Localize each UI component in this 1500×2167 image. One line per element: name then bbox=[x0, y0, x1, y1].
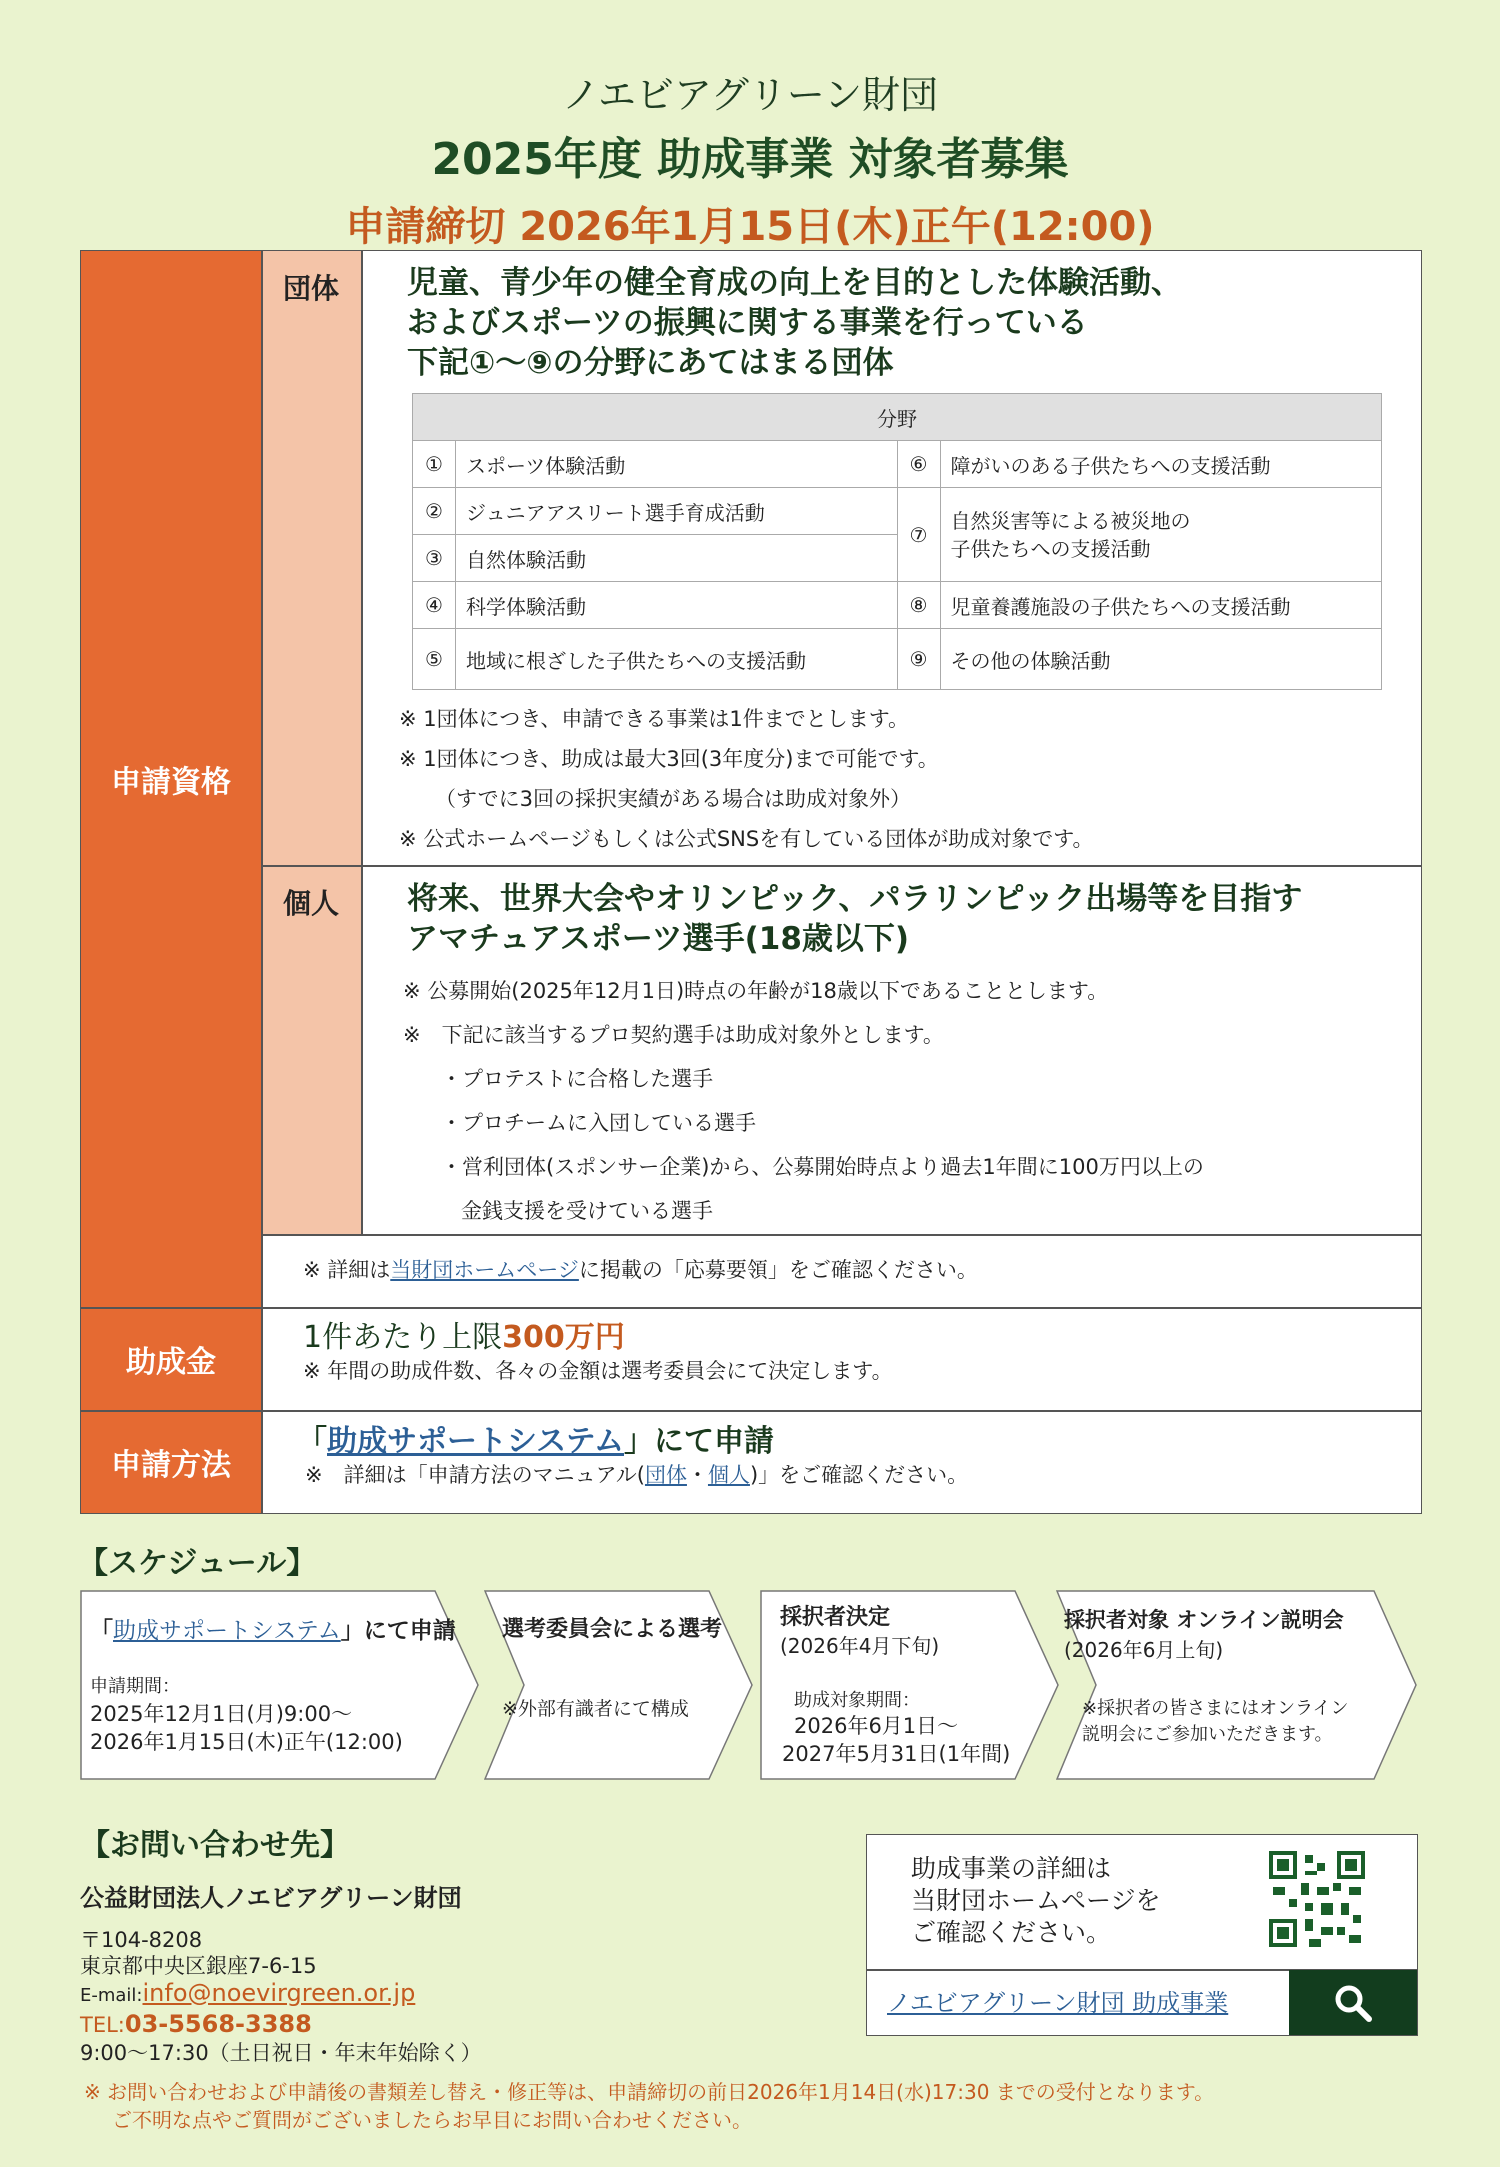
info-box bbox=[866, 1834, 1418, 2036]
step-period-line: 2026年6月1日～ bbox=[794, 1714, 959, 1738]
fields-table bbox=[412, 393, 1382, 690]
step-note: ※外部有識者にて構成 bbox=[502, 1698, 689, 1720]
field-num: ⑧ bbox=[897, 582, 940, 629]
manual-individual-link[interactable]: 個人 bbox=[707, 1463, 750, 1487]
email-link[interactable]: info@noevirgreen.or.jp bbox=[142, 1979, 416, 2007]
individual-note: ※ 下記に該当するプロ契約選手は助成対象外とします。 bbox=[403, 1023, 944, 1047]
field-num: ④ bbox=[413, 582, 456, 629]
contact-heading: 【お問い合わせ先】 bbox=[80, 1828, 350, 1863]
field-num: ⑤ bbox=[413, 629, 456, 690]
homepage-link[interactable]: 当財団ホームページ bbox=[390, 1258, 579, 1282]
method-note-post: )」をご確認ください。 bbox=[749, 1463, 969, 1487]
step-title: 採択者決定 bbox=[780, 1605, 891, 1630]
divider bbox=[261, 1234, 1421, 1236]
step-content bbox=[760, 1590, 1060, 1780]
schedule-step-3 bbox=[760, 1590, 1060, 1780]
contact-org: 公益財団法人ノエビアグリーン財団 bbox=[80, 1884, 462, 1912]
individual-description bbox=[407, 879, 1302, 959]
step-title-post: 」にて申請 bbox=[340, 1618, 456, 1644]
group-notes bbox=[399, 699, 1094, 859]
group-note: ※ 1団体につき、申請できる事業は1件までとします。 bbox=[399, 707, 910, 731]
page-title: 2025年度 助成事業 対象者募集 bbox=[431, 134, 1069, 185]
field-label-line: 子供たちへの支援活動 bbox=[950, 536, 1151, 561]
field-label: 児童養護施設の子供たちへの支援活動 bbox=[940, 582, 1382, 629]
footer-note bbox=[84, 2078, 1424, 2134]
step-title: 選考委員会による選考 bbox=[502, 1617, 723, 1642]
step-period bbox=[90, 1700, 403, 1756]
field-label-line: 自然災害等による被災地の bbox=[950, 508, 1191, 533]
dot: ・ bbox=[686, 1463, 708, 1487]
step-sub-label: 助成対象期間： bbox=[794, 1690, 920, 1711]
contact-hours: 9:00～17:30（土日祝日・年末年始除く） bbox=[80, 2041, 482, 2065]
schedule-heading: 【スケジュール】 bbox=[78, 1546, 317, 1581]
detail-pre: ※ 詳細は bbox=[303, 1258, 391, 1282]
field-num: ⑦ bbox=[897, 488, 940, 582]
fields-table-header: 分野 bbox=[413, 394, 1382, 441]
schedule-step-4 bbox=[1056, 1590, 1418, 1780]
group-desc-line: およびスポーツの振興に関する事業を行っている bbox=[407, 305, 1088, 341]
divider bbox=[81, 1307, 1421, 1309]
detail-post: に掲載の「応募要領」をご確認ください。 bbox=[578, 1258, 978, 1282]
schedule-step-2 bbox=[484, 1590, 754, 1780]
method-line bbox=[297, 1423, 968, 1461]
search-icon bbox=[1333, 1983, 1373, 2023]
field-num: ⑥ bbox=[897, 441, 940, 488]
step-sub-label: 申請期間： bbox=[90, 1676, 180, 1697]
individual-bullet: ・営利団体(スポンサー企業)から、公募開始時点より過去1年間に100万円以上の bbox=[441, 1155, 1204, 1179]
tel-label: TEL: bbox=[80, 2013, 125, 2037]
contact-tel-line bbox=[80, 2010, 840, 2039]
field-num: ③ bbox=[413, 535, 456, 582]
application-deadline: 申請締切 2026年1月15日(木)正午(12:00) bbox=[345, 204, 1155, 250]
individual-desc-line: アマチュアスポーツ選手(18歳以下) bbox=[407, 921, 910, 957]
individual-notes bbox=[403, 969, 1403, 1233]
divider bbox=[261, 251, 263, 1513]
detail-note bbox=[303, 1248, 978, 1292]
contact-address: 東京都中央区銀座7-6-15 bbox=[80, 1954, 317, 1978]
group-desc-line: 下記①～⑨の分野にあてはまる団体 bbox=[407, 345, 894, 381]
footer-note-line: ※ お問い合わせおよび申請後の書類差し替え・修正等は、申請締切の前日2026年1月14日(水)17:30 までの受付となります。 bbox=[84, 2080, 1215, 2104]
step-content bbox=[1056, 1590, 1418, 1780]
info-line: 当財団ホームページを bbox=[911, 1886, 1161, 1915]
field-num: ① bbox=[413, 441, 456, 488]
individual-desc-line: 将来、世界大会やオリンピック、パラリンピック出場等を目指す bbox=[407, 881, 1303, 917]
step-period-line: 2025年12月1日(月)9:00～ bbox=[90, 1702, 353, 1726]
method-note-pre: ※ 詳細は「申請方法のマニュアル( bbox=[305, 1463, 645, 1487]
field-label: 科学体験活動 bbox=[456, 582, 898, 629]
grant-pre: 1件あたり上限 bbox=[303, 1320, 503, 1355]
bracket: 「 bbox=[297, 1424, 327, 1459]
individual-bullet: ・プロチームに入団している選手 bbox=[441, 1111, 756, 1135]
foundation-name: ノエビアグリーン財団 bbox=[561, 73, 939, 117]
method-post: 」にて申請 bbox=[624, 1424, 774, 1459]
method-label: 申請方法 bbox=[81, 1411, 261, 1513]
schedule-step-1 bbox=[80, 1590, 480, 1780]
field-label: 障がいのある子供たちへの支援活動 bbox=[940, 441, 1382, 488]
grant-content bbox=[303, 1319, 893, 1385]
grant-note: ※ 年間の助成件数、各々の金額は選考委員会にて決定します。 bbox=[303, 1359, 893, 1383]
step-title bbox=[90, 1612, 456, 1645]
group-note: （すでに3回の採択実績がある場合は助成対象外） bbox=[435, 787, 911, 811]
group-note: ※ 1団体につき、助成は最大3回(3年度分)まで可能です。 bbox=[399, 747, 939, 771]
step-note-line: 説明会にご参加いただきます。 bbox=[1082, 1724, 1333, 1745]
grant-amount: 300万円 bbox=[502, 1320, 625, 1355]
step-support-system-link[interactable]: 助成サポートシステム bbox=[113, 1618, 341, 1644]
info-text bbox=[911, 1853, 1161, 1949]
bracket: 「 bbox=[90, 1618, 113, 1644]
tel-number: 03-5568-3388 bbox=[124, 2010, 312, 2038]
step-period-line: 2026年1月15日(木)正午(12:00) bbox=[90, 1730, 403, 1754]
support-system-link[interactable]: 助成サポートシステム bbox=[327, 1424, 624, 1459]
qr-code-icon[interactable] bbox=[1269, 1851, 1365, 1947]
individual-note: ※ 公募開始(2025年12月1日)時点の年齢が18歳以下であることとします。 bbox=[403, 979, 1109, 1003]
grant-label: 助成金 bbox=[81, 1308, 261, 1410]
field-label bbox=[940, 488, 1382, 582]
step-note-line: ※採択者の皆さまにはオンライン bbox=[1082, 1698, 1349, 1719]
field-num: ⑨ bbox=[897, 629, 940, 690]
divider bbox=[361, 251, 363, 1234]
field-label: 地域に根ざした子供たちへの支援活動 bbox=[456, 629, 898, 690]
search-button[interactable] bbox=[1289, 1970, 1417, 2035]
individual-bullet-cont: 金銭支援を受けている選手 bbox=[461, 1199, 713, 1223]
group-description bbox=[407, 263, 1182, 383]
manual-group-link[interactable]: 団体 bbox=[644, 1463, 687, 1487]
info-line: 助成事業の詳細は bbox=[911, 1854, 1112, 1883]
step-date: (2026年4月下旬) bbox=[780, 1634, 940, 1658]
step-date: (2026年6月上旬) bbox=[1064, 1638, 1224, 1662]
step-content bbox=[80, 1590, 480, 1780]
method-note bbox=[297, 1461, 968, 1489]
field-num: ② bbox=[413, 488, 456, 535]
divider bbox=[81, 1410, 1421, 1412]
individual-label: 個人 bbox=[261, 866, 361, 1234]
footer-note-line: ご不明な点やご質問がございましたらお早目にお問い合わせください。 bbox=[112, 2108, 752, 2132]
page-header bbox=[0, 64, 1500, 252]
step-period-line: 2027年5月31日(1年間) bbox=[782, 1742, 1011, 1766]
contact-email-line bbox=[80, 1979, 840, 2010]
step-title: 採択者対象 オンライン説明会 bbox=[1064, 1608, 1344, 1632]
field-label: ジュニアアスリート選手育成活動 bbox=[456, 488, 898, 535]
contact-postal: 〒104-8208 bbox=[80, 1928, 203, 1952]
step-content bbox=[484, 1590, 754, 1780]
field-label: その他の体験活動 bbox=[940, 629, 1382, 690]
method-content bbox=[297, 1423, 968, 1489]
step-note bbox=[1082, 1696, 1349, 1748]
group-note: ※ 公式ホームページもしくは公式SNSを有している団体が助成対象です。 bbox=[399, 827, 1094, 851]
grant-line bbox=[303, 1319, 893, 1357]
field-label: 自然体験活動 bbox=[456, 535, 898, 582]
individual-bullet: ・プロテストに合格した選手 bbox=[441, 1067, 714, 1091]
field-label: スポーツ体験活動 bbox=[456, 441, 898, 488]
group-desc-line: 児童、青少年の健全育成の向上を目的とした体験活動、 bbox=[407, 265, 1182, 301]
step-period bbox=[782, 1712, 1010, 1768]
email-label: E-mail: bbox=[80, 1985, 143, 2006]
contact-section bbox=[80, 1820, 840, 2067]
divider bbox=[261, 865, 1421, 867]
eligibility-label: 申請資格 bbox=[81, 251, 261, 1307]
search-link[interactable]: ノエビアグリーン財団 助成事業 bbox=[887, 1989, 1229, 2017]
info-line: ご確認ください。 bbox=[911, 1918, 1112, 1947]
group-label: 団体 bbox=[261, 251, 361, 865]
